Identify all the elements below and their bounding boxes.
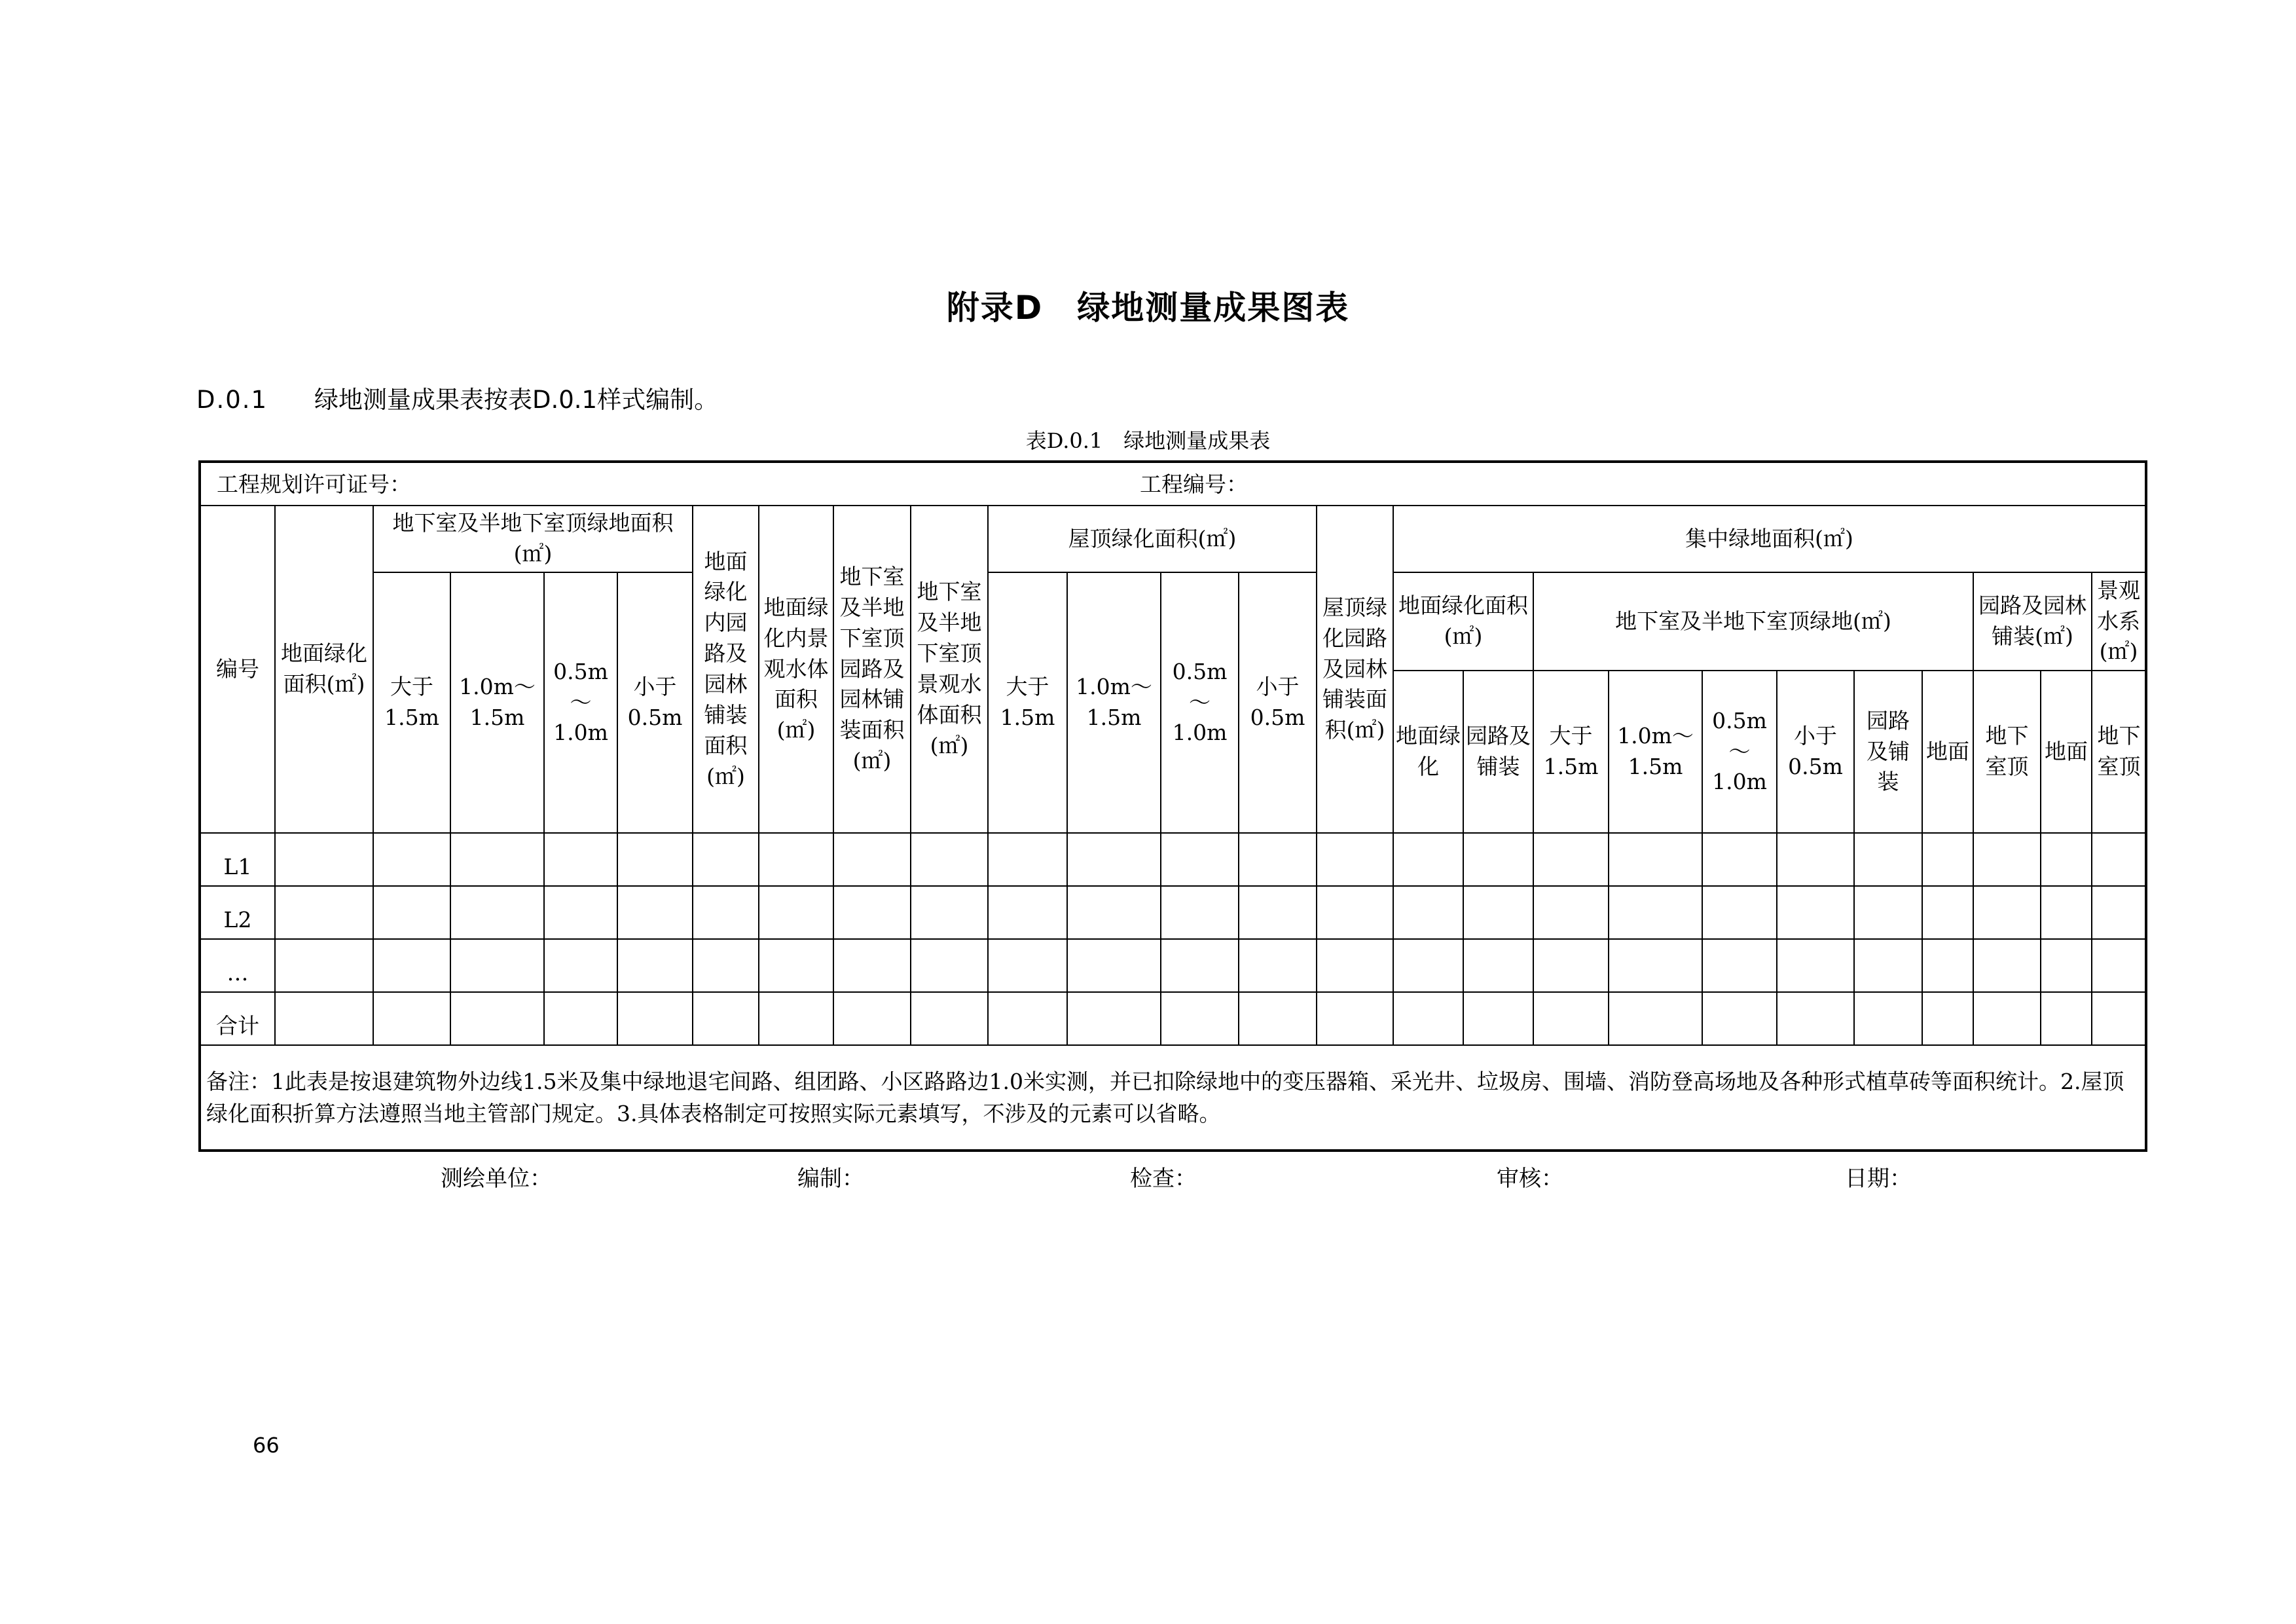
header-roof-10-15: 1.0m～1.5m [1067,572,1161,833]
header-roof-lt05: 小于0.5m [1239,572,1317,833]
table-caption: 表D.0.1 绿地测量成果表 [1025,428,1271,453]
footer-surveyor: 测绘单位： [441,1166,552,1192]
header-cb-lt05: 小于0.5m [1777,671,1854,833]
section-text: 绿地测量成果表按表D.0.1样式编制。 [314,386,719,414]
header-basement-10-15: 1.0m～1.5m [450,572,544,833]
header-central-basement: 地下室及半地下室顶绿地(㎡) [1533,572,1973,671]
header-cp-ground: 地面 [1922,671,1973,833]
row-label: L1 [200,833,275,886]
header-roof-group: 屋顶绿化面积(㎡) [988,506,1317,572]
section-number: D.0.1 [196,386,268,414]
header-cg-green: 地面绿化 [1393,671,1463,833]
footer-checker: 检查： [1130,1166,1197,1192]
row-label-total: 合计 [200,992,275,1045]
header-roof-gt15: 大于1.5m [988,572,1067,833]
header-cb-paving: 园路及铺装 [1854,671,1922,833]
header-basement-lt05: 小于0.5m [617,572,693,833]
header-cb-gt15: 大于1.5m [1533,671,1609,833]
header-basement-gt15: 大于1.5m [373,572,450,833]
row-label: L2 [200,886,275,939]
header-roof-05-10: 0.5m～1.0m [1161,572,1239,833]
header-basement-05-10: 0.5m～1.0m [544,572,617,833]
header-cg-paving: 园路及铺装 [1463,671,1533,833]
header-cw-ground: 地面 [2041,671,2092,833]
header-basement-group: 地下室及半地下室顶绿地面积(㎡) [373,506,693,572]
footer-compiler: 编制： [797,1166,864,1192]
header-basement-water: 地下室及半地下室顶景观水体面积(㎡) [911,506,988,833]
results-table-wrapper [198,460,2141,1152]
table-row [200,833,2146,886]
footer-date: 日期： [1845,1166,1912,1192]
table-row [200,992,2146,1045]
permit-label: 工程规划许可证号： [217,471,411,497]
header-central-group: 集中绿地面积(㎡) [1393,506,2146,572]
page-title: 附录D 绿地测量成果图表 [946,289,1350,327]
header-central-ground: 地面绿化面积(㎡) [1393,572,1533,671]
header-central-paving: 园路及园林铺装(㎡) [1973,572,2092,671]
header-cp-basement: 地下室顶 [1973,671,2041,833]
green-space-results-table [198,460,2147,1152]
permit-row [200,462,2146,506]
table-row [200,939,2146,992]
project-number-label: 工程编号： [1140,471,1248,497]
page-number: 66 [253,1433,280,1458]
footer-reviewer: 审核： [1497,1166,1563,1192]
header-basement-paving: 地下室及半地下室顶园路及园林铺装面积(㎡) [833,506,911,833]
header-cb-05-10: 0.5m～1.0m [1702,671,1777,833]
header-ground-water: 地面绿化内景观水体面积(㎡) [759,506,833,833]
header-no: 编号 [200,506,275,833]
table-notes: 备注：1此表是按退建筑物外边线1.5米及集中绿地退宅间路、组团路、小区路路边1.0米实测，并已扣除绿地中的变压器箱、采光井、垃圾房、围墙、消防登高场地及各种形式植草砖等面积统计。2.屋顶绿化面积折算方法遵照当地主管部门规定。3.具体表格制定可按照实际元素填写，不涉及的元素可以省略。 [200,1045,2146,1151]
header-ground-paving: 地面绿化内园路及园林铺装面积(㎡) [693,506,759,833]
header-cb-10-15: 1.0m～1.5m [1609,671,1702,833]
row-label: … [200,939,275,992]
header-ground-area: 地面绿化面积(㎡) [275,506,373,833]
table-row [200,886,2146,939]
header-central-water: 景观水系(㎡) [2092,572,2146,671]
header-roof-paving: 屋顶绿化园路及园林铺装面积(㎡) [1317,506,1393,833]
header-cw-basement: 地下室顶 [2092,671,2146,833]
section-line [196,380,718,415]
